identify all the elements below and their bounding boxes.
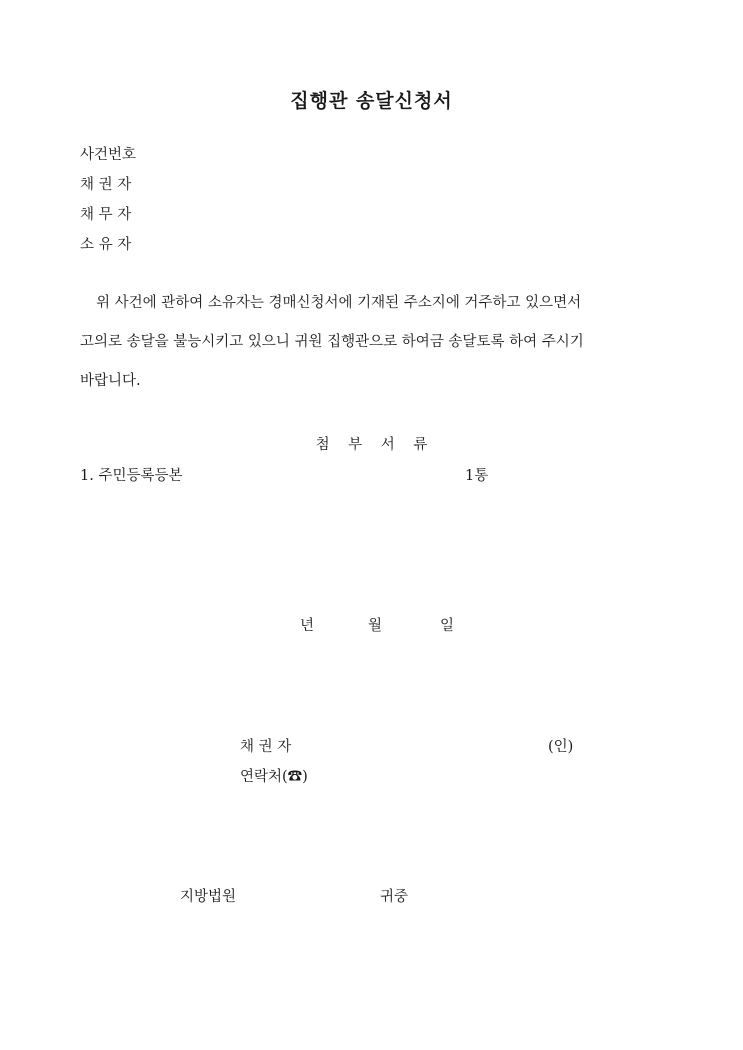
- case-number-label: 사건번호: [80, 147, 137, 163]
- contact-label: 연락처(☎): [240, 769, 308, 785]
- owner-label: 소 유 자: [80, 237, 132, 253]
- body-line-3: 바랍니다.: [80, 373, 141, 389]
- court-name: 지방법원: [180, 889, 237, 905]
- addressee-honorific: 귀중: [380, 889, 409, 905]
- debtor-label: 채 무 자: [80, 207, 132, 223]
- attachment-item-qty: 1통: [465, 468, 489, 484]
- creditor-label: 채 권 자: [80, 177, 132, 193]
- body-line-2: 고의로 송달을 불능시키고 있으니 귀원 집행관으로 하여금 송달토록 하여 주시기: [80, 334, 584, 350]
- seal-mark: (인): [548, 739, 574, 755]
- date-year: 년: [300, 618, 315, 634]
- signer-role: 채 권 자: [240, 739, 292, 755]
- body-line-1: 위 사건에 관하여 소유자는 경매신청서에 기재된 주소지에 거주하고 있으면서: [96, 295, 582, 311]
- date-day: 일: [440, 618, 455, 634]
- date-month: 월: [368, 618, 383, 634]
- document-title: 집행관 송달신청서: [290, 90, 453, 112]
- attachment-item-name: 1. 주민등록등본: [80, 468, 183, 484]
- attachments-header: 첨 부 서 류: [315, 437, 428, 453]
